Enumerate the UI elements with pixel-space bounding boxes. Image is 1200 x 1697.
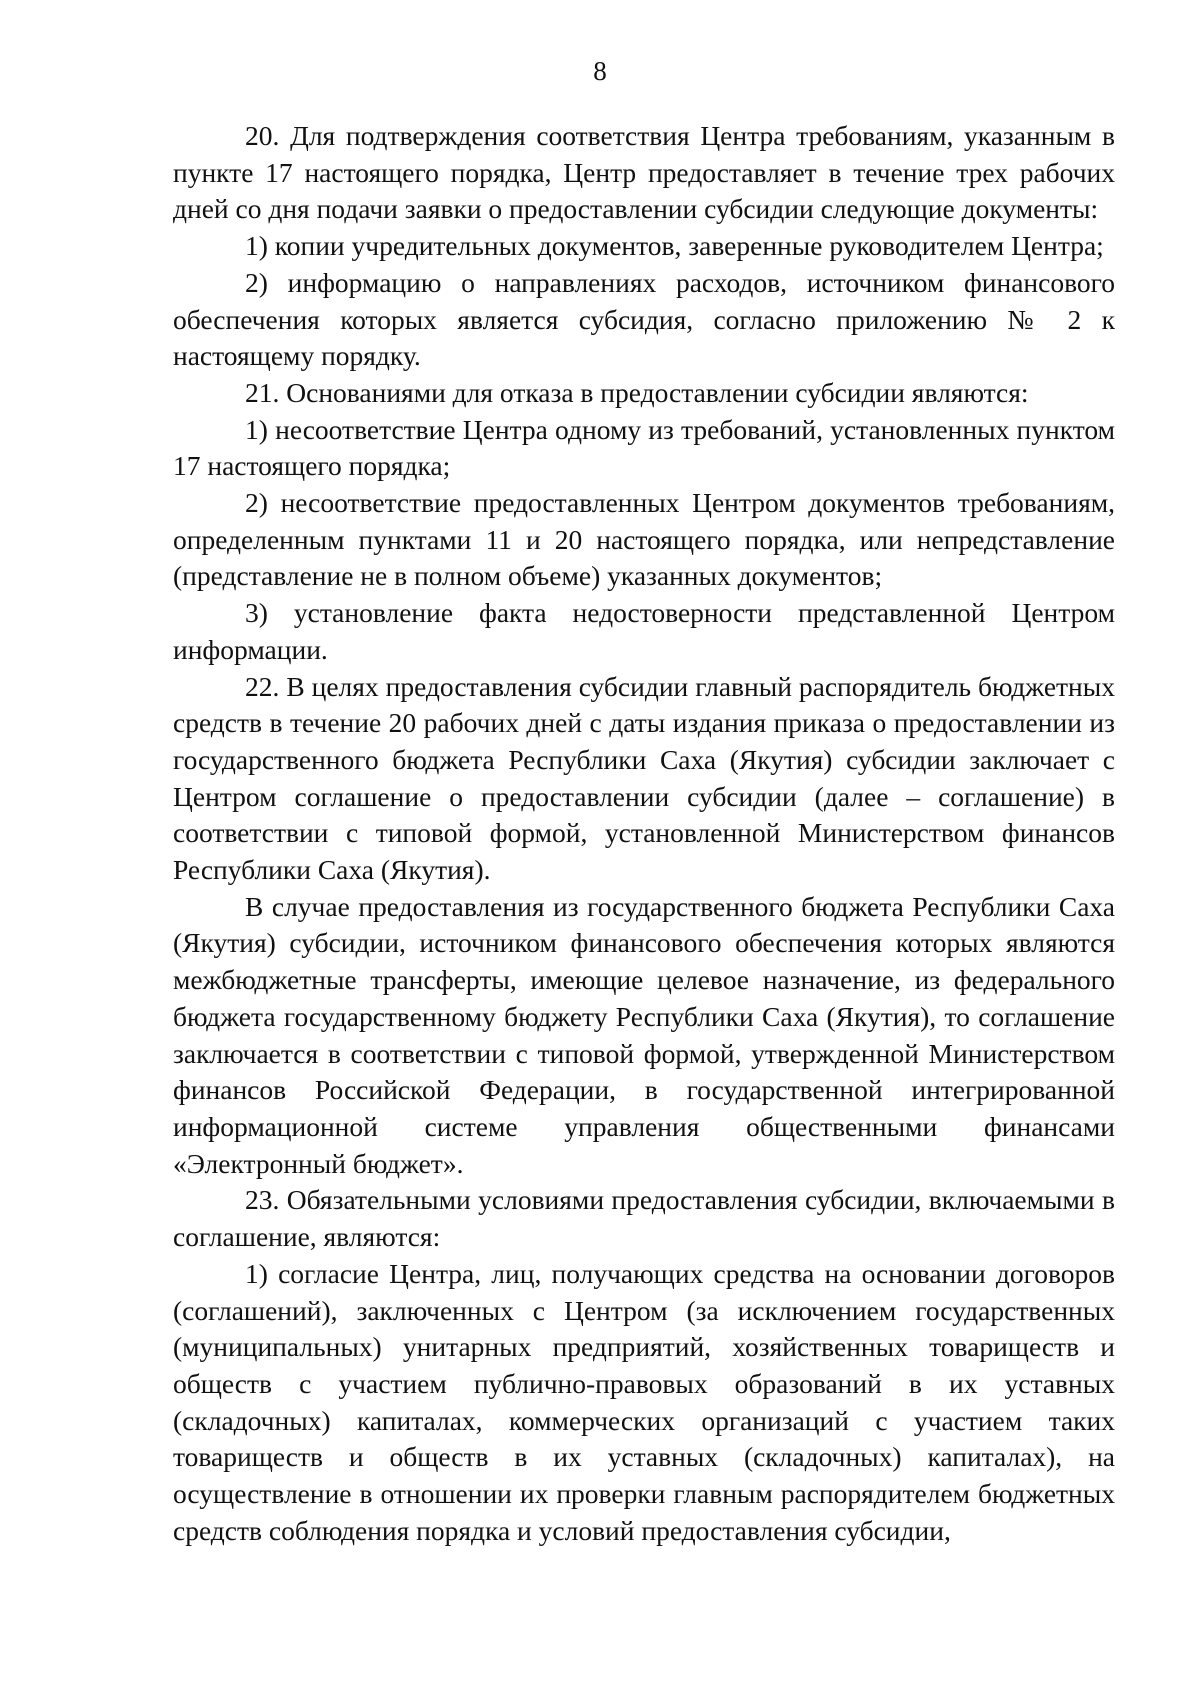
- paragraph-21: 21. Основаниями для отказа в предоставлении субсидии являются:: [245, 376, 1029, 408]
- paragraph-22: 22. В целях предоставления субсидии главный распорядитель бюджетных средств в течение 20 рабочих дней с даты издания приказа о предоставлении из государственного бюджета Республики Саха (Якутия) субсидии заключает с Центром соглашение о предоставлении субсидии (далее – соглашение) в соответствии с типовой формой, установленной Министерством финансов Республики Саха (Якутия).: [173, 670, 1115, 886]
- document-body: [173, 118, 1115, 1549]
- paragraph-23: 23. Обязательными условиями предоставления субсидии, включаемыми в соглашение, являются:: [173, 1184, 1115, 1253]
- paragraph-21-item-2: 2) несоответствие предоставленных Центром документов требованиям, определенным пунктами 11 и 20 настоящего порядка, или непредставление (представление не в полном объеме) указанных документов;: [173, 487, 1115, 592]
- paragraph-23-item-1: 1) согласие Центра, лиц, получающих средства на основании договоров (соглашений), заключенных с Центром (за исключением государственных (муниципальных) унитарных предприятий, хозяйственных товариществ и обществ с участием публично-правовых образований в их уставных (складочных) капиталах, коммерческих организаций с участием таких товариществ и обществ в их уставных (складочных) капиталах), на осуществление в отношении их проверки главным распорядителем бюджетных средств соблюдения порядка и условий предоставления субсидии,: [173, 1257, 1115, 1546]
- page-number: 8: [593, 56, 607, 86]
- paragraph-22-continuation: В случае предоставления из государственного бюджета Республики Саха (Якутия) субсидии, источником финансового обеспечения которых являются межбюджетные трансферты, имеющие целевое назначение, из федерального бюджета государственному бюджету Республики Саха (Якутия), то соглашение заключается в соответствии с типовой формой, утвержденной Министерством финансов Российской Федерации, в государственной интегрированной информационной системе управления общественными финансами «Электронный бюджет».: [173, 890, 1115, 1179]
- paragraph-20-item-1: 1) копии учредительных документов, заверенные руководителем Центра;: [245, 230, 1104, 262]
- paragraph-21-item-3: 3) установление факта недостоверности представленной Центром информации.: [173, 597, 1115, 665]
- paragraph-20-item-2: 2) информацию о направлениях расходов, источником финансового обеспечения которых является субсидия, согласно приложению № 2 к настоящему порядку.: [173, 266, 1115, 372]
- paragraph-21-item-1: 1) несоответствие Центра одному из требований, установленных пунктом 17 настоящего порядка;: [173, 413, 1115, 482]
- paragraph-20: 20. Для подтверждения соответствия Центра требованиям, указанным в пункте 17 настоящего порядка, Центр предоставляет в течение трех рабочих дней со дня подачи заявки о предоставлении субсидии следующие документы:: [173, 120, 1115, 225]
